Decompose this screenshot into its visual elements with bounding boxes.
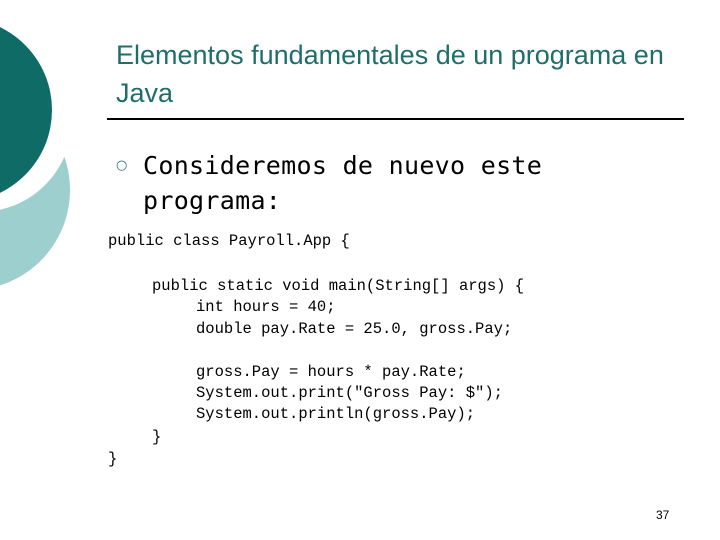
decorative-circles xyxy=(0,0,90,300)
code-line-close-class: } xyxy=(108,450,118,468)
slide-title: Elementos fundamentales de un programa en Java xyxy=(116,40,664,108)
code-line-rate: double pay.Rate = 25.0, gross.Pay; xyxy=(196,320,513,338)
ring-bullet-icon: ○ xyxy=(116,158,128,173)
bullet-text: Consideremos de nuevo este programa: xyxy=(143,151,543,215)
code-line-println: System.out.println(gross.Pay); xyxy=(196,405,476,423)
title-underline xyxy=(107,118,684,120)
page-number: 37 xyxy=(656,508,670,522)
code-line-class-decl: public class Payroll.App { xyxy=(108,232,350,250)
code-line-hours: int hours = 40; xyxy=(196,298,336,316)
code-line-main-decl: public static void main(String[] args) { xyxy=(152,277,525,295)
code-line-close-main: } xyxy=(152,428,162,446)
code-line-print: System.out.print("Gross Pay: $"); xyxy=(196,384,503,402)
code-line-gross: gross.Pay = hours * pay.Rate; xyxy=(196,363,466,381)
